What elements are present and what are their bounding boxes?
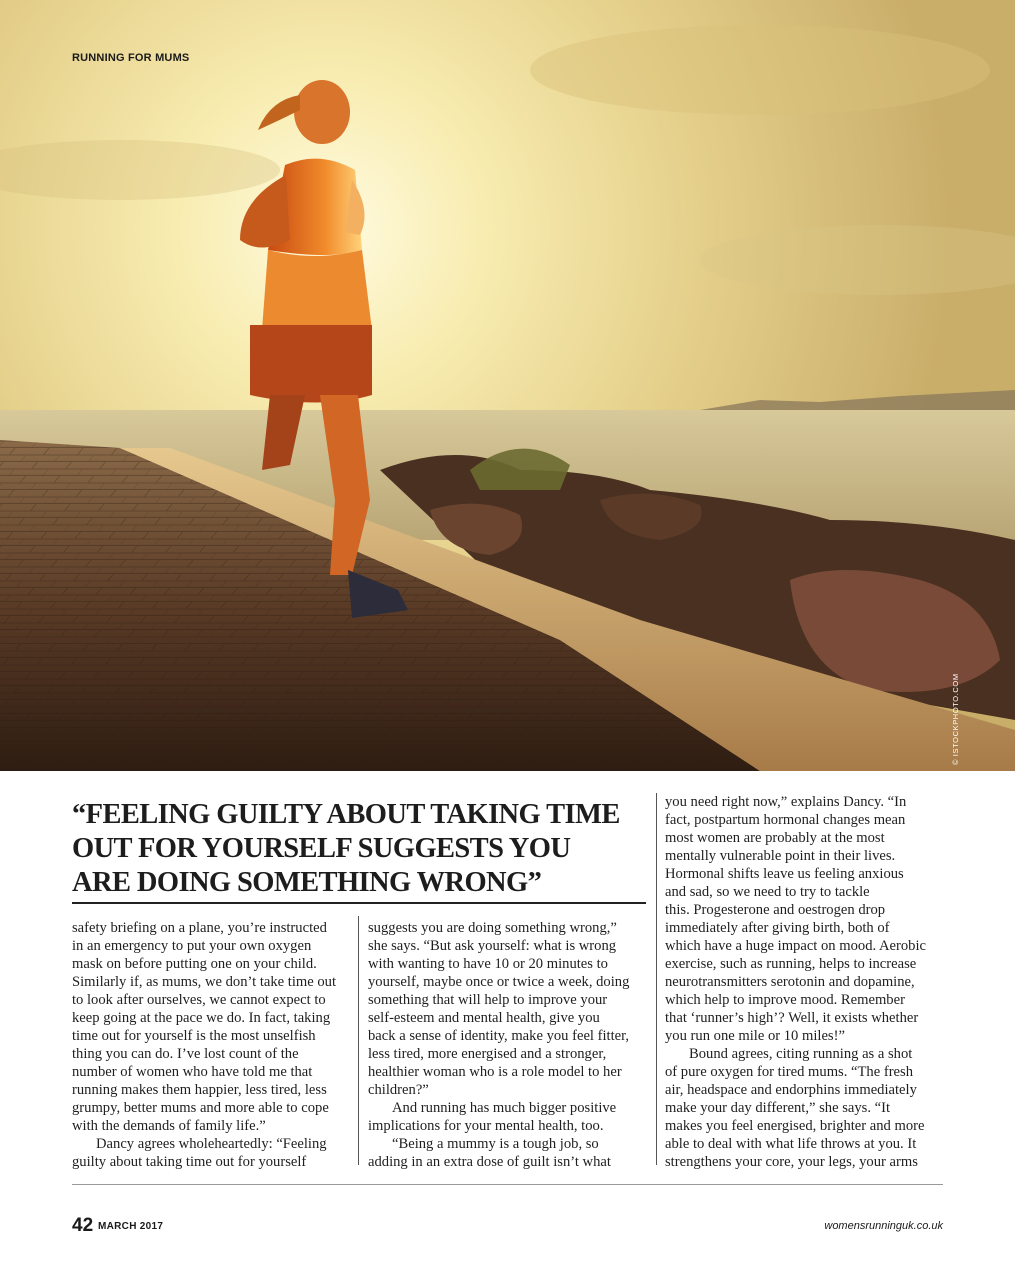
text-line: with wanting to have 10 or 20 minutes to <box>368 956 608 972</box>
text-line: Dancy agrees wholeheartedly: “Feeling <box>96 1136 327 1152</box>
text-line: back a sense of identity, make you feel fitter, <box>368 1028 630 1044</box>
text-line: you run one mile or 10 miles!” <box>665 1028 845 1044</box>
text-line: immediately after giving birth, both of <box>665 920 890 936</box>
text-line: of pure oxygen for tired mums. “The fresh <box>665 1064 914 1080</box>
text-line: Bound agrees, citing running as a shot <box>689 1046 913 1062</box>
text-line: she says. “But ask yourself: what is wrong <box>368 938 617 954</box>
pull-quote-line: “FEELING GUILTY ABOUT TAKING TIME <box>72 799 620 830</box>
text-line: to look after ourselves, we cannot expect to <box>72 992 326 1008</box>
text-line: with the demands of family life.” <box>72 1118 266 1134</box>
text-line: keep going at the pace we do. In fact, taking <box>72 1010 331 1026</box>
text-line: that ‘runner’s high’? Well, it exists whether <box>665 1010 919 1026</box>
text-line: running makes them happier, less tired, less <box>72 1082 327 1098</box>
column-divider <box>358 916 359 1165</box>
text-line: strengthens your core, your legs, your arms <box>665 1154 918 1170</box>
text-line: make your day different,” she says. “It <box>665 1100 891 1116</box>
text-line: you need right now,” explains Dancy. “In <box>665 794 907 810</box>
text-line: Hormonal shifts leave us feeling anxious <box>665 866 904 882</box>
text-line: healthier woman who is a role model to her <box>368 1064 622 1080</box>
pull-quote <box>72 798 652 900</box>
column-divider <box>656 793 657 1165</box>
text-line: And running has much bigger positive <box>392 1100 617 1116</box>
text-line: mask on before putting one on your child. <box>72 956 317 972</box>
pull-quote-rule <box>72 902 646 904</box>
text-line: safety briefing on a plane, you’re instructed <box>72 920 327 936</box>
text-line: in an emergency to put your own oxygen <box>72 938 312 954</box>
text-line: mentally vulnerable point in their lives. <box>665 848 896 864</box>
text-line: neurotransmitters serotonin and dopamine, <box>665 974 915 990</box>
text-line: children?” <box>368 1082 429 1098</box>
text-line: air, headspace and endorphins immediately <box>665 1082 917 1098</box>
text-line: implications for your mental health, too. <box>368 1118 604 1134</box>
text-line: guilty about taking time out for yourself <box>72 1154 307 1170</box>
text-line: number of women who have told me that <box>72 1064 313 1080</box>
issue-date: MARCH 2017 <box>98 1221 164 1232</box>
text-line: time out for yourself is the most unselfish <box>72 1028 316 1044</box>
text-line: suggests you are doing something wrong,” <box>368 920 617 936</box>
text-line: something that will help to improve your <box>368 992 608 1008</box>
text-line: fact, postpartum hormonal changes mean <box>665 812 906 828</box>
text-line: which have a huge impact on mood. Aerobic <box>665 938 926 954</box>
website-link[interactable]: womensrunninguk.co.uk <box>824 1220 943 1232</box>
text-line: most women are probably at the most <box>665 830 885 846</box>
pull-quote-line: OUT FOR YOURSELF SUGGESTS YOU <box>72 833 571 864</box>
text-line: able to deal with what life throws at you. It <box>665 1136 917 1152</box>
text-line: less tired, more energised and a stronger, <box>368 1046 607 1062</box>
text-line: exercise, such as running, helps to increase <box>665 956 917 972</box>
article-column-3 <box>665 793 945 1171</box>
text-line: this. Progesterone and oestrogen drop <box>665 902 886 918</box>
photo-credit: © ISTOCKPHOTO.COM <box>951 673 960 765</box>
text-line: self-esteem and mental health, give you <box>368 1010 600 1026</box>
text-line: Similarly if, as mums, we don’t take time out <box>72 974 337 990</box>
section-label: RUNNING FOR MUMS <box>72 52 190 64</box>
footer-rule <box>72 1184 943 1185</box>
article-column-2 <box>368 919 646 1171</box>
text-line: adding in an extra dose of guilt isn’t what <box>368 1154 611 1170</box>
text-line: thing you can do. I’ve lost count of the <box>72 1046 299 1062</box>
text-line: “Being a mummy is a tough job, so <box>392 1136 599 1152</box>
article-column-1 <box>72 919 350 1171</box>
text-line: makes you feel energised, brighter and more <box>665 1118 925 1134</box>
text-line: yourself, maybe once or twice a week, doing <box>368 974 630 990</box>
text-line: grumpy, better mums and more able to cope <box>72 1100 329 1116</box>
text-line: and sad, so we need to try to tackle <box>665 884 870 900</box>
text-line: which help to improve mood. Remember <box>665 992 905 1008</box>
page-number: 42 <box>72 1215 94 1236</box>
pull-quote-line: ARE DOING SOMETHING WRONG” <box>72 867 542 898</box>
